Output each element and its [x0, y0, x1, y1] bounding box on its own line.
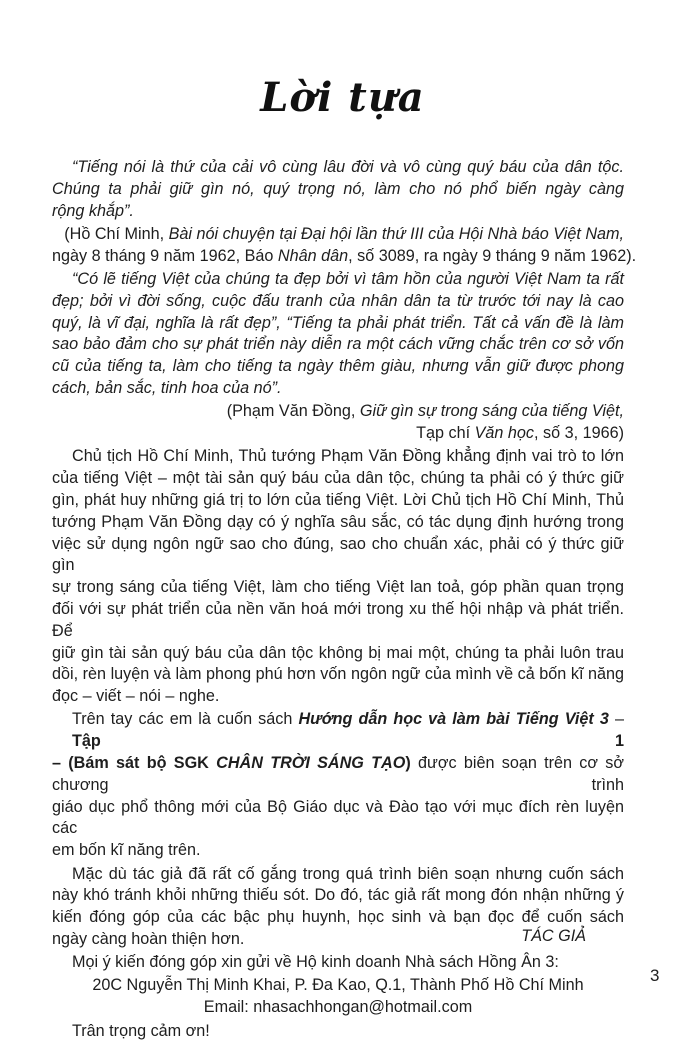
- text-line: [52, 246, 637, 268]
- text-segment: cũ của tiếng ta, làm cho tiếng ta ngày thêm giàu, nhưng vẫn giữ được phong: [52, 357, 624, 376]
- text-segment: (Phạm Văn Đồng,: [226, 402, 360, 421]
- text-line: [52, 490, 624, 512]
- text-segment: ngày 8 tháng 9 năm 1962, Báo: [52, 246, 278, 265]
- body-paragraph: [52, 709, 624, 862]
- text-segment: đối với sự phát triển của nền văn hoá mới trong xu thế hội nhập và phát triển. Để: [52, 599, 624, 640]
- text-segment: việc sử dụng ngôn ngữ sao cho đúng, sao cho chuẩn xác, phải có ý thức giữ gìn: [52, 534, 624, 575]
- text-segment: Email: nhasachhongan@hotmail.com: [203, 998, 473, 1017]
- text-line: [52, 753, 624, 797]
- text-line: [52, 664, 624, 686]
- text-segment: , số 3, 1966): [534, 424, 624, 443]
- author-signature: TÁC GIẢ: [521, 927, 586, 945]
- text-segment: Chủ tịch Hồ Chí Minh, Thủ tướng Phạm Văn Đồng khẳng định vai trò to lớn: [72, 447, 624, 466]
- page-title: Lời tựa: [260, 74, 425, 121]
- text-line: [52, 864, 624, 886]
- text-line: [52, 378, 624, 400]
- text-segment: được biên soạn trên cơ sở chương trình: [52, 754, 624, 794]
- text-line: [52, 797, 624, 841]
- text-segment: Văn học: [474, 424, 534, 443]
- text-segment: đẹp; bởi vì đời sống, cuộc đấu tranh của nhân dân ta từ trước tới nay là cao: [52, 291, 624, 310]
- text-line: [52, 997, 624, 1019]
- text-line: [52, 201, 624, 223]
- text-line: [52, 423, 624, 445]
- text-segment: giữ gìn tài sản quý báu của dân tộc không bị mai một, chúng ta phải luôn trau: [52, 643, 624, 662]
- text-segment: đọc – viết – nói – nghe.: [52, 687, 220, 706]
- text-line: [52, 291, 624, 313]
- text-segment: dồi, rèn luyện và làm phong phú hơn vốn ngôn ngữ của mình về cả bốn kĩ năng: [52, 665, 624, 684]
- text-line: [52, 313, 624, 335]
- text-line: [52, 512, 624, 534]
- text-segment: sự trong sáng của tiếng Việt, làm cho tiếng Việt lan toả, góp phần quan trọng: [52, 578, 624, 597]
- text-segment: gìn, phát huy những giá trị to lớn của tiếng Việt. Lời Chủ tịch Hồ Chí Minh, Thủ: [52, 490, 624, 509]
- text-segment: ngày càng hoàn thiện hơn.: [52, 929, 245, 948]
- text-segment: Hướng dẫn học và làm bài Tiếng Việt 3: [298, 710, 609, 729]
- text-line: [52, 599, 624, 643]
- text-line: [52, 709, 624, 753]
- text-line: [52, 446, 624, 468]
- text-segment: Tập 1: [72, 732, 624, 751]
- quote-paragraph: [52, 157, 624, 222]
- text-line: [52, 952, 624, 974]
- preface-body: [52, 157, 637, 1044]
- text-line: [52, 157, 624, 179]
- text-line: [52, 534, 624, 578]
- text-segment: Giữ gìn sự trong sáng của tiếng Việt,: [359, 402, 624, 421]
- address-paragraph: [52, 975, 624, 1019]
- text-segment: – (Bám sát bộ SGK: [52, 754, 217, 773]
- text-segment: Tạp chí: [416, 424, 475, 443]
- text-line: [52, 224, 624, 246]
- text-segment: –: [608, 710, 624, 729]
- text-segment: sao bảo đảm cho sự phát triển này diễn ra một cách vững chắc trên cơ sở vốn: [52, 335, 624, 354]
- text-segment: (Hồ Chí Minh,: [64, 224, 169, 243]
- text-line: [52, 269, 624, 291]
- text-segment: , số 3089, ra ngày 9 tháng 9 năm 1962).: [348, 246, 637, 265]
- text-line: [52, 885, 624, 907]
- text-segment: này khó tránh khỏi những thiếu sót. Do đó, tác giả rất mong đón nhận những ý: [52, 886, 624, 905]
- text-segment: CHÂN TRỜI SÁNG TẠO: [216, 754, 406, 773]
- text-line: [52, 686, 624, 708]
- text-line: [52, 468, 624, 490]
- quote-paragraph: [52, 269, 624, 400]
- text-segment: Chúng ta phải giữ gìn nó, quý trọng nó, làm cho nó phổ biến ngày càng: [52, 179, 624, 198]
- text-segment: giáo dục phổ thông mới của Bộ Giáo dục và Đào tạo với mục đích rèn luyện các: [52, 797, 624, 838]
- body-paragraph: [52, 446, 624, 708]
- citation-paragraph: [52, 224, 637, 268]
- text-segment: quý, là vĩ đại, nghĩa là rất đẹp”, “Tiếng ta phải phát triển. Tất cả vấn đề là làm: [52, 313, 624, 332]
- text-line: [52, 975, 624, 997]
- text-line: [52, 356, 624, 378]
- text-line: [52, 179, 624, 201]
- text-segment: 20C Nguyễn Thị Minh Khai, P. Đa Kao, Q.1, Thành Phố Hồ Chí Minh: [92, 976, 584, 995]
- citation-paragraph: [52, 401, 624, 445]
- text-segment: cách, bản sắc, tinh hoa của nó”.: [52, 378, 282, 397]
- text-segment: của tiếng Việt – một tài sản quý báu của dân tộc, chúng ta phải có ý thức giữ: [52, 469, 624, 488]
- signature-block: [52, 922, 624, 948]
- text-segment: rộng khắp”.: [52, 201, 134, 220]
- text-segment: Mọi ý kiến đóng góp xin gửi về Hộ kinh doanh Nhà sách Hồng Ân 3:: [72, 953, 559, 972]
- text-line: [52, 643, 624, 665]
- text-segment: Nhân dân: [277, 246, 349, 265]
- text-segment: kiến đóng góp của các bậc phụ huynh, học sinh và bạn đọc để cuốn sách: [52, 908, 624, 927]
- text-segment: tướng Phạm Văn Đồng dạy có ý nghĩa sâu sắc, có tác dụng định hướng trong: [52, 512, 624, 531]
- text-line: [52, 840, 624, 862]
- text-segment: em bốn kĩ năng trên.: [52, 841, 201, 860]
- page-number: 3: [650, 966, 660, 985]
- text-segment: Trên tay các em là cuốn sách: [72, 710, 299, 729]
- text-segment: “Có lẽ tiếng Việt của chúng ta đẹp bởi vì tâm hồn của người Việt Nam ta rất: [72, 269, 624, 288]
- text-line: [52, 334, 624, 356]
- text-line: [52, 401, 624, 423]
- text-segment: “Tiếng nói là thứ của cải vô cùng lâu đời và vô cùng quý báu của dân tộc.: [72, 158, 624, 176]
- text-segment: Mặc dù tác giả đã rất cố gắng trong quá trình biên soạn nhưng cuốn sách: [72, 864, 624, 883]
- text-line: [52, 577, 624, 599]
- text-segment: Bài nói chuyện tại Đại hội lần thứ III của Hội Nhà báo Việt Nam,: [168, 224, 624, 243]
- text-segment: Trân trọng cảm ơn!: [72, 1021, 210, 1040]
- body-paragraph: [52, 952, 624, 974]
- text-segment: ): [405, 754, 411, 773]
